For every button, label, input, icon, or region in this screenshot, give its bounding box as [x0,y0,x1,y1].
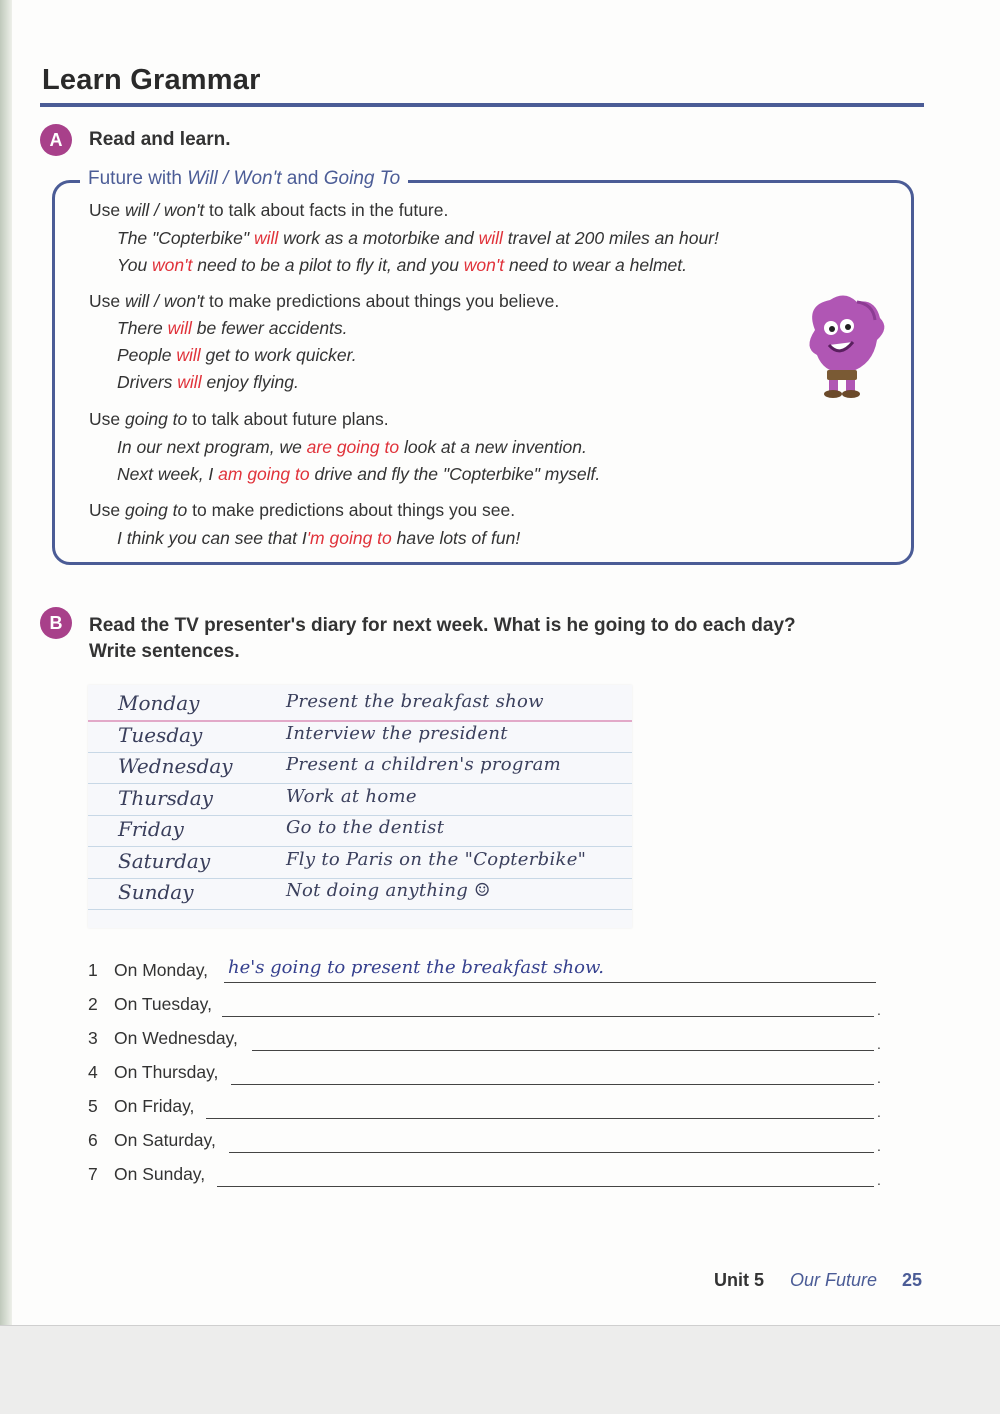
rule-text-italic: going to [124,500,188,520]
section-a-instruction: Read and learn. [89,129,231,150]
rule-text-pre: Use [89,200,125,220]
example-highlight: am going to [218,464,310,484]
mascot-character-icon [795,290,890,398]
exercise-number: 7 [88,1164,98,1184]
example-sentence [117,528,520,549]
example-text: You [117,255,153,275]
grammar-box-title [80,168,408,190]
footer-unit-name: Our Future [790,1270,878,1290]
exercise-item [88,1096,888,1124]
handwritten-answer: he's going to present the breakfast show. [228,957,604,978]
example-text: The "Copterbike" [117,228,254,248]
example-text: There [117,318,168,338]
example-highlight: will [253,228,279,248]
diary-plan: Work at home [286,785,417,807]
example-text: drive and fly the "Copterbike" myself. [309,464,601,484]
exercise-number: 5 [88,1096,98,1116]
diary-plan: Interview the president [286,722,508,744]
example-sentence [117,372,299,393]
exercise-number: 2 [88,994,98,1014]
example-highlight: will [176,345,201,365]
example-sentence [117,345,357,366]
example-sentence [117,228,719,249]
example-highlight: will [167,318,192,338]
rule-text-pre: Use [89,291,125,311]
sentence-period: . [877,1070,881,1086]
sentence-period: . [877,1002,881,1018]
diary-day: Sunday [118,880,194,904]
example-highlight: won't [152,255,193,275]
diary-plan: Present a children's program [286,754,562,775]
example-text: need to be a pilot to fly it, and you [192,255,464,275]
diary-row [88,815,632,847]
example-sentence [117,318,348,339]
rule-text-italic: will / won't [124,200,205,220]
example-text: Next week, I [117,464,219,484]
sentence-period: . [877,1036,881,1052]
diary-row [88,689,632,722]
example-text: have lots of fun! [391,528,521,548]
exercise-number: 1 [88,960,98,980]
page-number: 25 [902,1270,923,1290]
answer-line[interactable] [206,1118,874,1119]
grammar-rule [89,409,389,430]
answer-line[interactable] [229,1152,874,1153]
example-text: In our next program, we [117,437,307,457]
rule-text-post: to make predictions about things you see. [187,500,516,520]
rule-text-post: to talk about future plans. [187,409,389,429]
exercise-item [88,1130,888,1158]
example-text: enjoy flying. [201,372,299,392]
diary-day: Friday [118,817,184,841]
exercise-number: 4 [88,1062,98,1082]
rule-text-pre: Use [89,409,125,429]
diary-row [88,721,632,753]
page-edge [0,0,12,1325]
exercise-prompt: On Monday, [114,960,209,980]
exercise-item [88,1062,888,1090]
sentence-period: . [877,1104,881,1120]
diary-day: Monday [118,691,200,715]
exercise-item [88,994,888,1022]
answer-line[interactable] [252,1050,874,1051]
example-text: be fewer accidents. [191,318,348,338]
rule-text-italic: going to [124,409,188,429]
example-highlight: won't [463,255,505,275]
box-title-going-to: Going To [323,168,401,189]
answer-line[interactable] [222,1016,874,1017]
section-b-instruction-line1: Read the TV presenter's diary for next week. What is he going to do each day? [89,615,796,636]
diary-notepad [88,685,632,928]
example-sentence [117,437,587,458]
footer-unit: Unit 5 [714,1270,765,1290]
diary-day: Thursday [118,785,213,810]
example-highlight: will [177,372,202,392]
example-text: get to work quicker. [200,345,357,365]
exercise-prompt: On Wednesday, [114,1028,238,1048]
example-text: travel at 200 miles an hour! [502,228,719,248]
answer-line[interactable] [217,1186,874,1187]
exercise-item [88,957,888,988]
title-rule [40,103,924,107]
exercise-prompt: On Saturday, [114,1130,216,1150]
box-title-will: Will / Won't [187,168,282,189]
section-b-instruction [89,613,869,665]
box-title-prefix: Future with [88,168,188,189]
exercise-item [88,1164,888,1192]
exercise-item [88,1028,888,1056]
exercise-prompt: On Thursday, [114,1062,219,1082]
example-highlight: are going to [306,437,400,457]
diary-day: Wednesday [118,754,233,778]
section-a-badge: A [40,124,72,156]
diary-plan: Fly to Paris on the "Copterbike" [286,848,587,870]
answer-line[interactable] [231,1084,874,1085]
exercise-prompt: On Sunday, [114,1164,206,1184]
grammar-rule [89,291,559,312]
example-text: I think you can see that I [117,528,307,548]
box-title-and: and [281,168,324,189]
scan-bottom-strip [0,1325,1000,1414]
section-b-badge: B [40,607,72,639]
page-title: Learn Grammar [42,64,261,96]
example-sentence [117,464,600,485]
grammar-rule [89,500,515,521]
rule-text-italic: will / won't [124,291,205,311]
example-sentence [117,255,687,276]
diary-row [88,784,632,816]
exercise-prompt: On Friday, [114,1096,195,1116]
answer-line[interactable] [224,982,876,983]
rule-text-post: to make predictions about things you believe. [204,291,560,311]
example-text: look at a new invention. [399,437,587,457]
example-text: Drivers [117,372,178,392]
diary-day: Tuesday [118,722,203,747]
example-text: work as a motorbike and [278,228,479,248]
diary-plan: Not doing anything ☺ [286,880,491,901]
section-b-instruction-line2: Write sentences. [89,641,240,662]
example-text: People [117,345,177,365]
diary-plan: Go to the dentist [286,817,445,838]
exercise-number: 6 [88,1130,98,1150]
sentence-period: . [877,1172,881,1188]
example-highlight: 'm going to [306,528,392,548]
example-text: need to wear a helmet. [504,255,687,275]
diary-row [88,878,632,910]
rule-text-post: to talk about facts in the future. [204,200,449,220]
diary-plan: Present the breakfast show [286,691,544,712]
diary-row [88,752,632,784]
grammar-rule [89,200,448,221]
rule-text-pre: Use [89,500,125,520]
sentence-period: . [877,1138,881,1154]
diary-day: Saturday [118,848,211,873]
example-highlight: will [478,228,503,248]
exercise-prompt: On Tuesday, [114,994,212,1014]
exercise-number: 3 [88,1028,98,1048]
diary-row [88,847,632,879]
